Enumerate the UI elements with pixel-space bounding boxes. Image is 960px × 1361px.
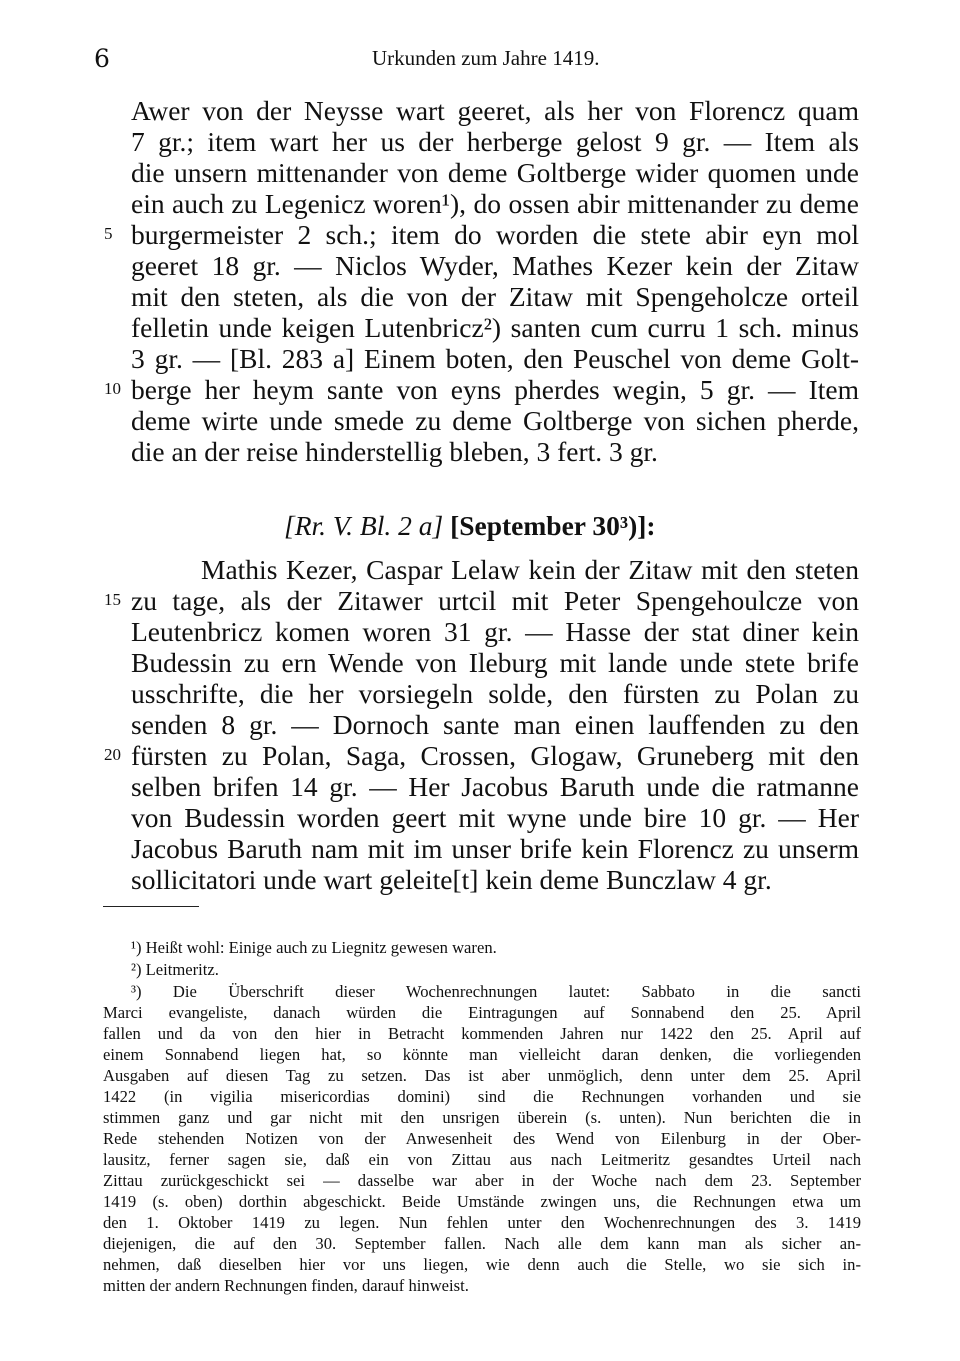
- page-number: 6: [94, 44, 110, 73]
- line-number: 20: [104, 745, 121, 764]
- text-line: Jacobus Baruth nam mit im unser brife kein Florencz zu unserm: [131, 833, 859, 864]
- footnote-divider: [103, 906, 199, 907]
- text-line: von Budessin worden geert mit wyne unde bire 10 gr. — Her: [131, 802, 859, 833]
- footnote-line: Zittau zurückgeschickt sei — dasselbe war aber in der Woche nach dem 23. September: [103, 1171, 861, 1190]
- text-line: ein auch zu Legenicz woren¹), do ossen abir mittenander zu deme: [131, 188, 859, 219]
- footnote-line: diejenigen, die auf den 30. September fallen. Nach alle dem kann man als sicher an-: [103, 1234, 861, 1253]
- section-date: [September 30³)]:: [450, 510, 656, 541]
- text-line: felletin unde keigen Lutenbricz²) santen cum curru 1 sch. minus: [131, 312, 859, 343]
- text-line: selben brifen 14 gr. — Her Jacobus Baruth unde die ratmanne: [131, 771, 859, 802]
- text-line: Budessin zu ern Wende von Ileburg mit lande unde stete brife: [131, 647, 859, 678]
- text-line: 7 gr.; item wart her us der herberge gelost 9 gr. — Item als: [131, 126, 859, 157]
- footnote: ³) Die Überschrift dieser Wochenrechnungen lautet: Sabbato in die sancti: [131, 982, 861, 1001]
- text-line: zu tage, als der Zitawer urtcil mit Peter Spengehoulcze von: [131, 585, 859, 616]
- text-line: senden 8 gr. — Dornoch sante man einen lauffenden zu den: [131, 709, 859, 740]
- line-number: 5: [104, 224, 113, 243]
- text-line: fürsten zu Polan, Saga, Crossen, Glogaw, Gruneberg mit den: [131, 740, 859, 771]
- text-line: die unsern mittenander von deme Goltberge wider quomen unde: [131, 157, 859, 188]
- text-line: 3 gr. — [Bl. 283 a] Einem boten, den Peuschel von deme Golt-: [131, 343, 859, 374]
- source-reference: [Rr. V. Bl. 2 a]: [284, 510, 444, 541]
- footnote: ²) Leitmeritz.: [131, 960, 219, 979]
- footnote-line: Marci evangeliste, danach würden die Eintragungen auf Sonnabend den 25. April: [103, 1003, 861, 1022]
- text-line: berge her heym sante von eyns pherdes wegin, 5 gr. — Item: [131, 374, 859, 405]
- footnote-line: stimmen ganz und gar nicht mit den unsrigen überein (s. unten). Nun berichten die in: [103, 1108, 861, 1127]
- footnote-line: 1422 (in vigilia misericordias domini) sind die Rechnungen vorhanden und sie: [103, 1087, 861, 1106]
- footnote-line: nehmen, daß dieselben hier vor uns liegen, wie denn auch die Stelle, wo sie sich in-: [103, 1255, 861, 1274]
- footnote-line: den 1. Oktober 1419 zu legen. Nun fehlen unter den Wochenrechnungen des 3. 1419: [103, 1213, 861, 1232]
- footnote-line: Rede stehenden Notizen von der Anwesenheit des Wend von Eilenburg in der Ober-: [103, 1129, 861, 1148]
- text-line: burgermeister 2 sch.; item do worden die stete abir eyn mol: [131, 219, 859, 250]
- line-number: 10: [104, 379, 121, 398]
- line-number: 15: [104, 590, 121, 609]
- section-heading: [284, 510, 656, 542]
- footnote-line: Ausgaben auf diesen Tag zu setzen. Das ist aber unmöglich, denn unter dem 25. April: [103, 1066, 861, 1085]
- text-line: Awer von der Neysse wart geeret, als her von Florencz quam: [131, 95, 859, 126]
- text-line: mit den steten, als die von der Zitaw mit Spengeholcze orteil: [131, 281, 859, 312]
- text-line: Mathis Kezer, Caspar Lelaw kein der Zitaw mit den steten: [201, 554, 859, 585]
- text-line: die an der reise hinderstellig bleben, 3 fert. 3 gr.: [131, 436, 658, 467]
- text-line: sollicitatori unde wart geleite[t] kein deme Bunczlaw 4 gr.: [131, 864, 772, 895]
- footnote-line: 1419 (s. oben) dorthin abgeschickt. Beide Umstände zwingen uns, die Rechnungen etwa um: [103, 1192, 861, 1211]
- text-line: geeret 18 gr. — Niclos Wyder, Mathes Kezer kein der Zitaw: [131, 250, 859, 281]
- footnote-line: fallen und da von den hier in Betracht kommenden Jahren nur 1422 den 25. April auf: [103, 1024, 861, 1043]
- footnote-line: einem Sonnabend liegen hat, so könnte man vielleicht daran denken, die vorliegenden: [103, 1045, 861, 1064]
- running-title: Urkunden zum Jahre 1419.: [372, 46, 600, 70]
- footnote-line: lausitz, ferner sagen sie, daß ein von Zittau aus nach Leitmeritz gesandtes Urteil nach: [103, 1150, 861, 1169]
- text-line: Leutenbricz komen woren 31 gr. — Hasse der stat diner kein: [131, 616, 859, 647]
- footnote-line: mitten der andern Rechnungen finden, darauf hinweist.: [103, 1276, 469, 1295]
- footnote: ¹) Heißt wohl: Einige auch zu Liegnitz gewesen waren.: [131, 938, 497, 957]
- text-line: deme wirte unde smede zu deme Goltberge von sichen pherde,: [131, 405, 859, 436]
- text-line: usschrifte, die her vorsiegeln solde, den fürsten zu Polan zu: [131, 678, 859, 709]
